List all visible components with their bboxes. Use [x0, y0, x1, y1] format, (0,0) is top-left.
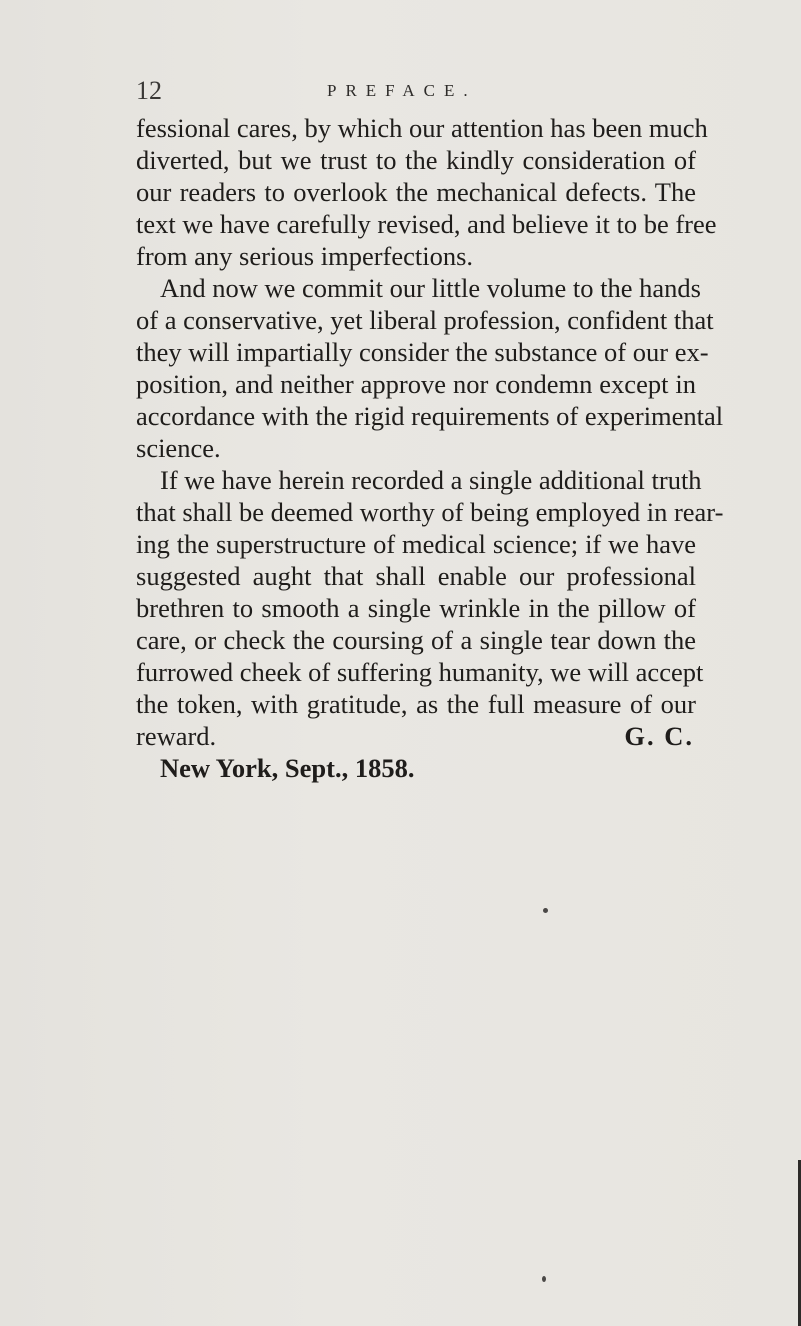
text-line: If we have herein recorded a single additional truth — [160, 465, 702, 495]
ink-speck — [543, 908, 548, 913]
running-title: PREFACE. — [327, 81, 477, 100]
signoff-row — [136, 720, 696, 752]
text-line: care, or check the coursing of a single tear down the — [136, 625, 696, 655]
page-number: 12 — [136, 76, 162, 105]
text-line: position, and neither approve nor condemn except in — [136, 369, 696, 399]
closing-word: reward. — [136, 721, 217, 751]
text-line: brethren to smooth a single wrinkle in the pillow of — [136, 593, 696, 623]
text-line: from any serious imperfections. — [136, 241, 474, 271]
text-line: And now we commit our little volume to the hands — [160, 273, 701, 303]
text-line: fessional cares, by which our attention has been much — [136, 113, 708, 143]
text-line: furrowed cheek of suffering humanity, we will accept — [136, 657, 704, 687]
text-line: the token, with gratitude, as the full measure of our — [136, 689, 696, 719]
text-line: of a conservative, yet liberal profession, confident that — [136, 305, 714, 335]
ink-speck — [542, 1276, 546, 1282]
author-initials: G. C. — [624, 721, 694, 751]
paragraph-3 — [136, 464, 724, 720]
preface-body — [136, 112, 724, 784]
paragraph-2 — [136, 272, 724, 464]
text-line: that shall be deemed worthy of being employed in rear- — [136, 497, 724, 527]
text-line: accordance with the rigid requirements of experimental — [136, 401, 724, 431]
text-line: suggested aught that shall enable our professional — [136, 561, 696, 591]
text-line: they will impartially consider the substance of our ex- — [136, 337, 709, 367]
text-line: our readers to overlook the mechanical defects. The — [136, 177, 696, 207]
text-line: text we have carefully revised, and believe it to be free — [136, 209, 717, 239]
text-line: science. — [136, 433, 221, 463]
text-line: ing the superstructure of medical science; if we have — [136, 529, 696, 559]
place-and-date: New York, Sept., 1858. — [160, 753, 415, 783]
text-line: diverted, but we trust to the kindly consideration of — [136, 145, 696, 175]
paragraph-1 — [136, 112, 717, 272]
